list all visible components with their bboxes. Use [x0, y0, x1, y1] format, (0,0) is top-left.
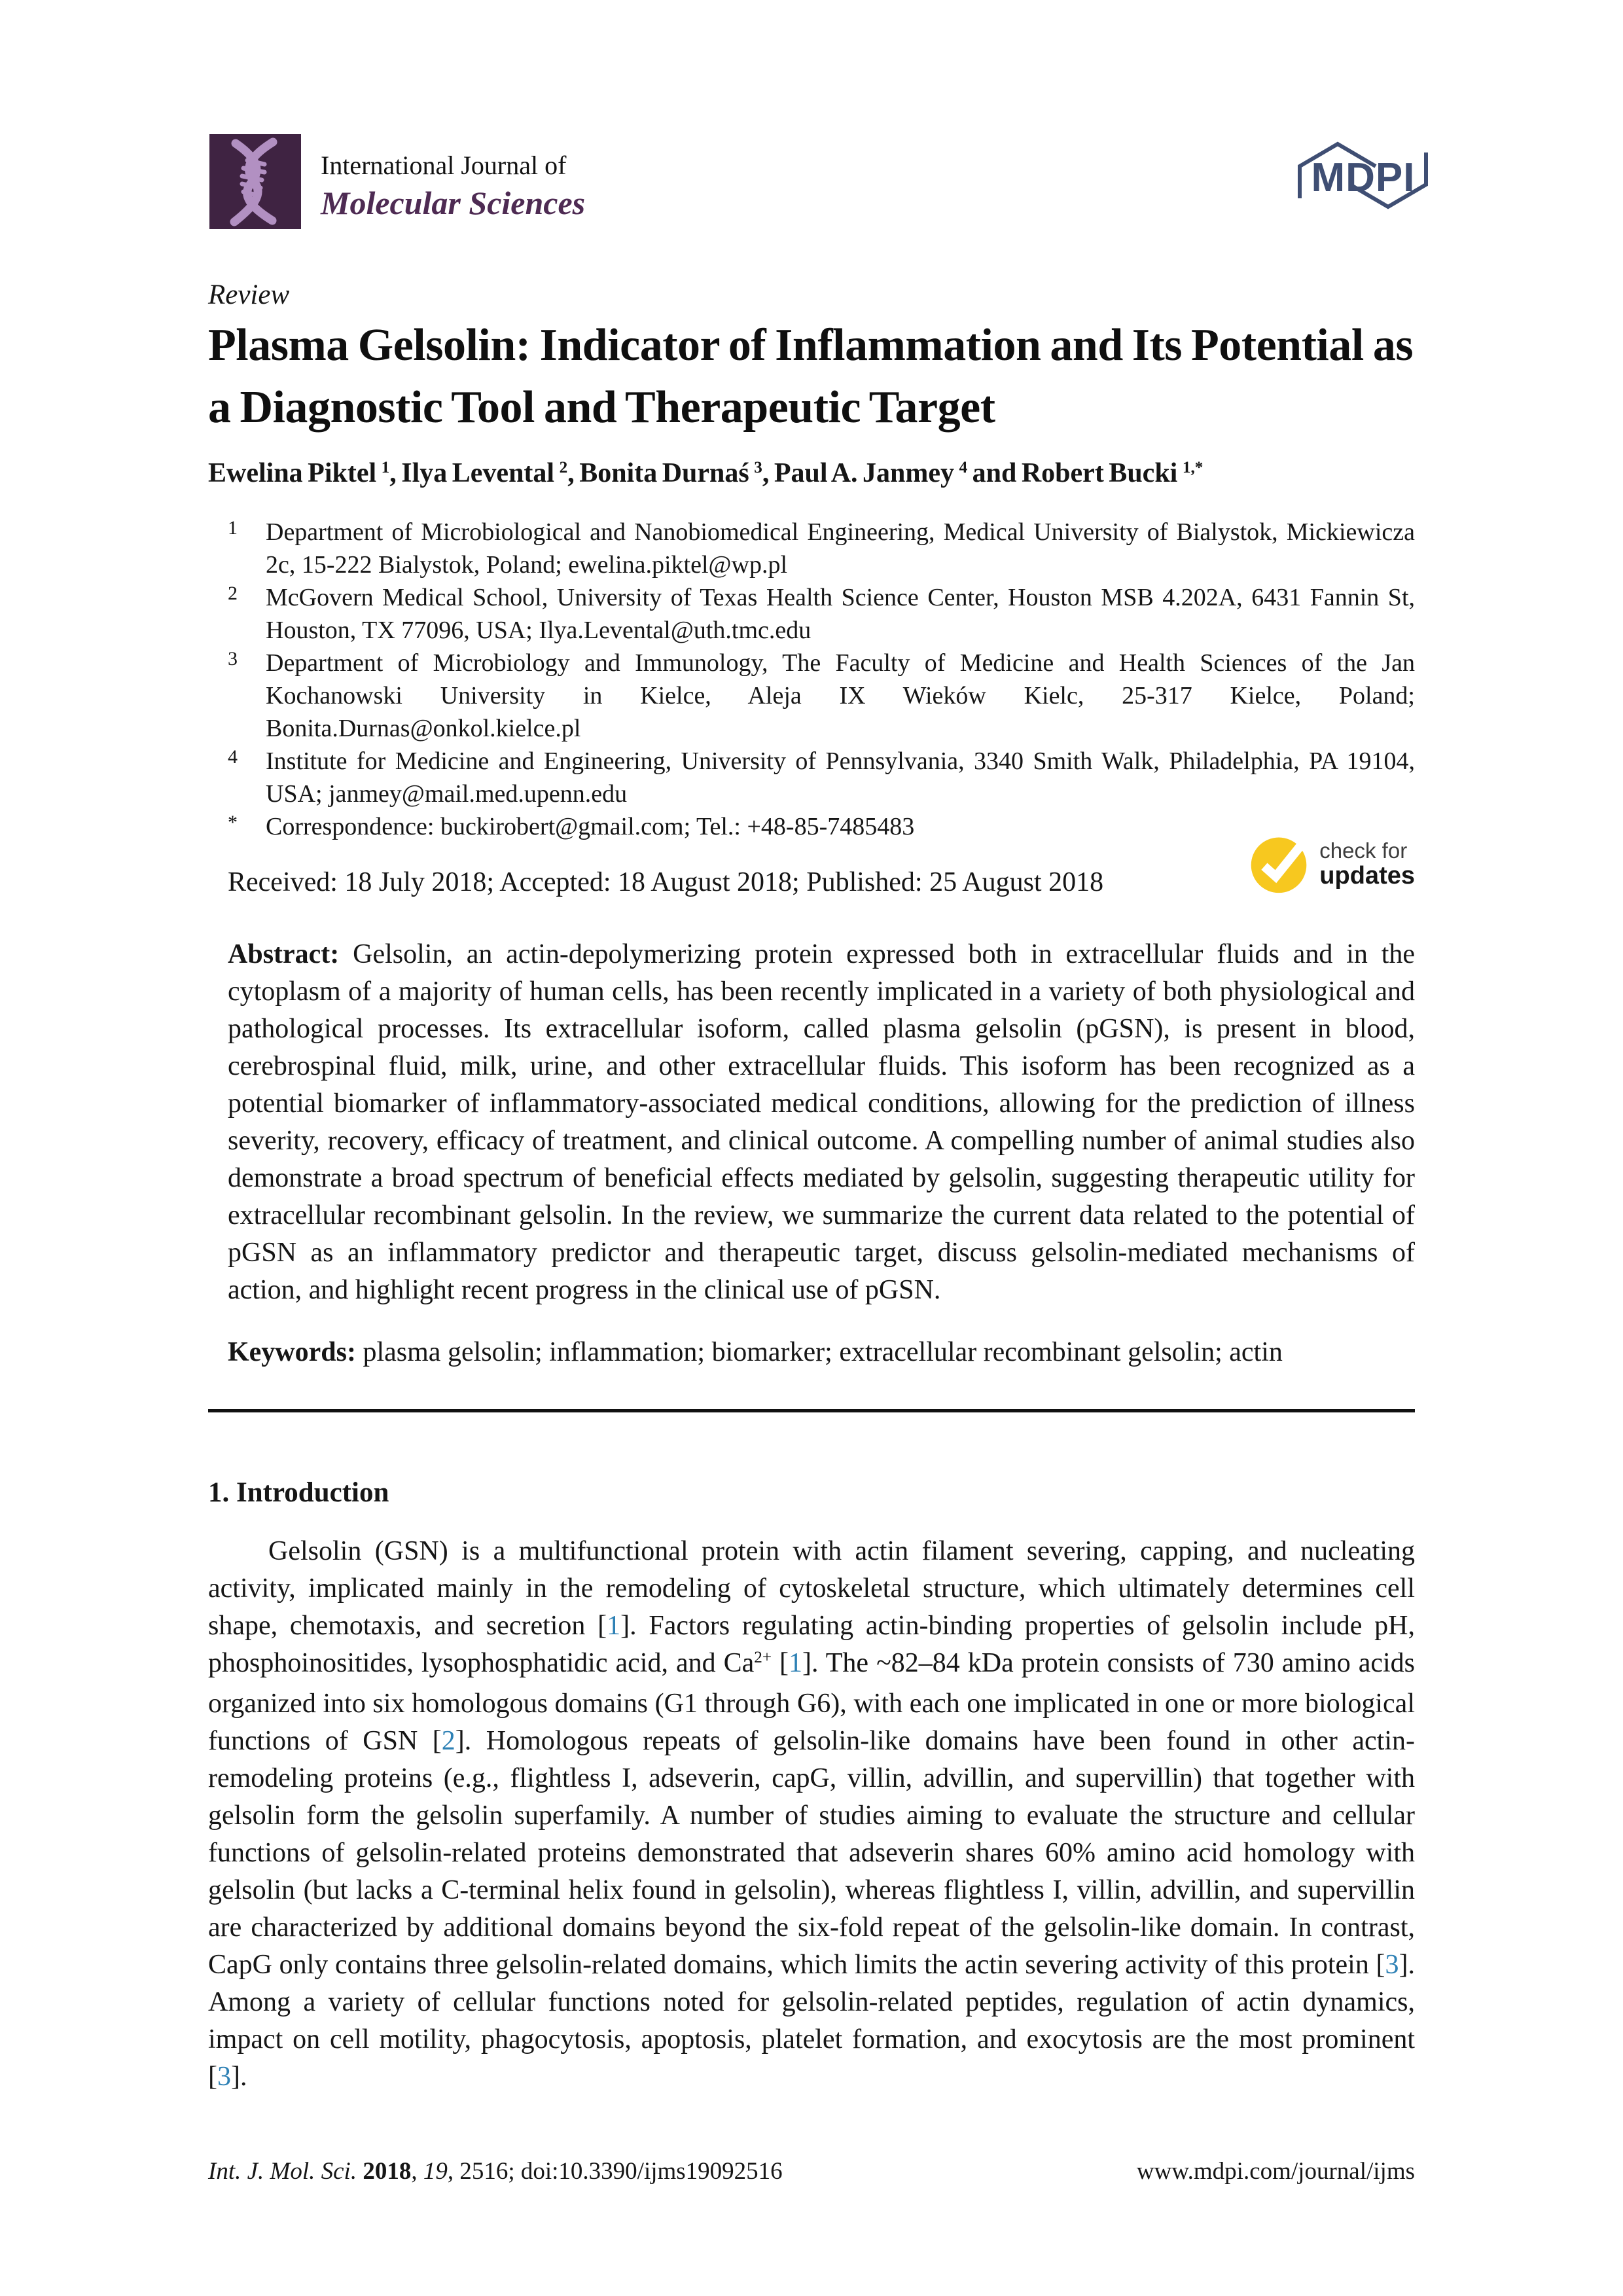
journal-name-line2: Molecular Sciences [321, 185, 586, 221]
footer-citation: Int. J. Mol. Sci. 2018, 19, 2516; doi:10.3390/ijms19092516 [208, 2158, 783, 2185]
dates-line: Received: 18 July 2018; Accepted: 18 August 2018; Published: 25 August 2018 [228, 867, 1104, 897]
affiliation-row [228, 516, 1415, 581]
affiliation-text: Institute for Medicine and Engineering, University of Pennsylvania, 3340 Smith Walk, Philadelphia, PA 19104, USA; janmey@mail.med.upenn.edu [266, 747, 1415, 808]
page-footer [208, 2157, 1415, 2186]
article-type-label: Review [208, 279, 290, 310]
affiliation-row [228, 810, 1415, 843]
affiliation-text: Department of Microbiological and Nanobiomedical Engineering, Medical University of Bialystok, Mickiewicza 2c, 15-222 Bialystok, Poland; ewelina.piktel@wp.pl [266, 518, 1415, 579]
affiliations-list [228, 516, 1415, 843]
affiliation-marker: * [228, 812, 238, 833]
affiliation-row [228, 581, 1415, 647]
footer-journal-url[interactable]: www.mdpi.com/journal/ijms [1136, 2158, 1415, 2185]
article-body-column [208, 280, 1415, 2096]
journal-name-line1: International Journal of [321, 151, 567, 180]
check-for-updates-badge[interactable] [1249, 834, 1415, 894]
check-icon [1249, 834, 1309, 894]
journal-name [321, 151, 585, 221]
citation-link[interactable]: 1 [789, 1648, 803, 1678]
article-title: Plasma Gelsolin: Indicator of Inflammation and Its Potential as a Diagnostic Tool and Therapeutic Target [208, 320, 1414, 433]
affiliation-marker: 2 [228, 583, 238, 604]
section-heading-introduction: 1. Introduction [208, 1477, 389, 1508]
keywords-line: Keywords: plasma gelsolin; inflammation; biomarker; extracellular recombinant gelsolin; actin [228, 1337, 1283, 1367]
dates-row [228, 838, 1415, 899]
svg-text:MDPI: MDPI [1311, 155, 1416, 200]
affiliation-text: Department of Microbiology and Immunology, The Faculty of Medicine and Health Sciences of the Jan Kochanowski University in Kielce, Aleja IX Wieków Kielc, 25-317 Kielce, Poland; Bonita.Durnas@onkol.kielce.pl [266, 649, 1415, 742]
affiliation-text: Correspondence: buckirobert@gmail.com; Tel.: +48-85-7485483 [266, 813, 915, 840]
check-badge-label [1319, 839, 1415, 889]
citation-link[interactable]: 1 [607, 1611, 621, 1641]
citation-link[interactable]: 2 [441, 1726, 455, 1756]
affiliation-marker: 4 [228, 746, 238, 768]
journal-dna-logo-icon [209, 134, 301, 229]
check-badge-line2: updates [1319, 862, 1415, 889]
affiliation-row [228, 647, 1415, 745]
mdpi-logo-icon [1296, 136, 1430, 215]
affiliation-text: McGovern Medical School, University of Texas Health Science Center, Houston MSB 4.202A, 6431 Fannin St, Houston, TX 77096, USA; Ilya.Levental@uth.tmc.edu [266, 584, 1415, 644]
citation-link[interactable]: 3 [217, 2062, 231, 2092]
abstract-paragraph: Abstract: Gelsolin, an actin-depolymerizing protein expressed both in extracellular fluids and in the cytoplasm of a majority of human cells, has been recently implicated in a variety of both physiological and pathological processes. Its extracellular isoform, called plasma gelsolin (pGSN), is present in blood, cerebrospinal fluid, milk, urine, and other extracellular fluids. This isoform has been recognized as a potential biomarker of inflammatory-associated medical conditions, allowing for the prediction of illness severity, recovery, efficacy of treatment, and clinical outcome. A compelling number of animal studies also demonstrate a broad spectrum of beneficial effects mediated by gelsolin, suggesting therapeutic utility for extracellular recombinant gelsolin. In the review, we summarize the current data related to the potential of pGSN as an inflammatory predictor and therapeutic target, discuss gelsolin-mediated mechanisms of action, and highlight recent progress in the clinical use of pGSN. [228, 939, 1416, 1305]
section-divider [208, 1409, 1415, 1412]
affiliation-marker: 1 [228, 517, 238, 539]
authors-line: Ewelina Piktel $^1$, Ilya Levental $^2$, Bonita Durnaś $^3$, Paul A. Janmey $^4$ and Robert Bucki $^{1,*}$ [208, 458, 1204, 488]
introduction-paragraph: Gelsolin (GSN) is a multifunctional protein with actin filament severing, capping, and nucleating activity, implicated mainly in the remodeling of cytoskeletal structure, which ultimately determines cell shape, chemotaxis, and secretion [1]. Factors regulating actin-binding properties of gelsolin include pH, phosphoinositides, lysophosphatidic acid, and $Ca^{2+}$ [1]. The ~82–84 kDa protein consists of 730 amino acids organized into six homologous domains (G1 through G6), with each one implicated in one or more biological functions of GSN [2]. Homologous repeats of gelsolin-like domains have been found in other actin-remodeling proteins (e.g., flightless I, adseverin, capG, villin, advillin, and supervillin) that together with gelsolin form the gelsolin superfamily. A number of studies aiming to evaluate the structure and cellular functions of gelsolin-related proteins demonstrated that adseverin shares 60% amino acid homology with gelsolin (but lacks a C-terminal helix found in gelsolin), whereas flightless I, villin, advillin, and supervillin are characterized by additional domains beyond the six-fold repeat of the gelsolin-like domain. In contrast, CapG only contains three gelsolin-related domains, which limits the actin severing activity of this protein [3]. Among a variety of cellular functions noted for gelsolin-related peptides, regulation of actin dynamics, impact on cell motility, phagocytosis, apoptosis, platelet formation, and exocytosis are the most prominent [3]. [208, 1536, 1415, 2092]
check-badge-line1: check for [1319, 838, 1408, 863]
affiliation-row [228, 745, 1415, 810]
affiliation-marker: 3 [228, 648, 238, 670]
citation-link[interactable]: 3 [1385, 1950, 1399, 1980]
